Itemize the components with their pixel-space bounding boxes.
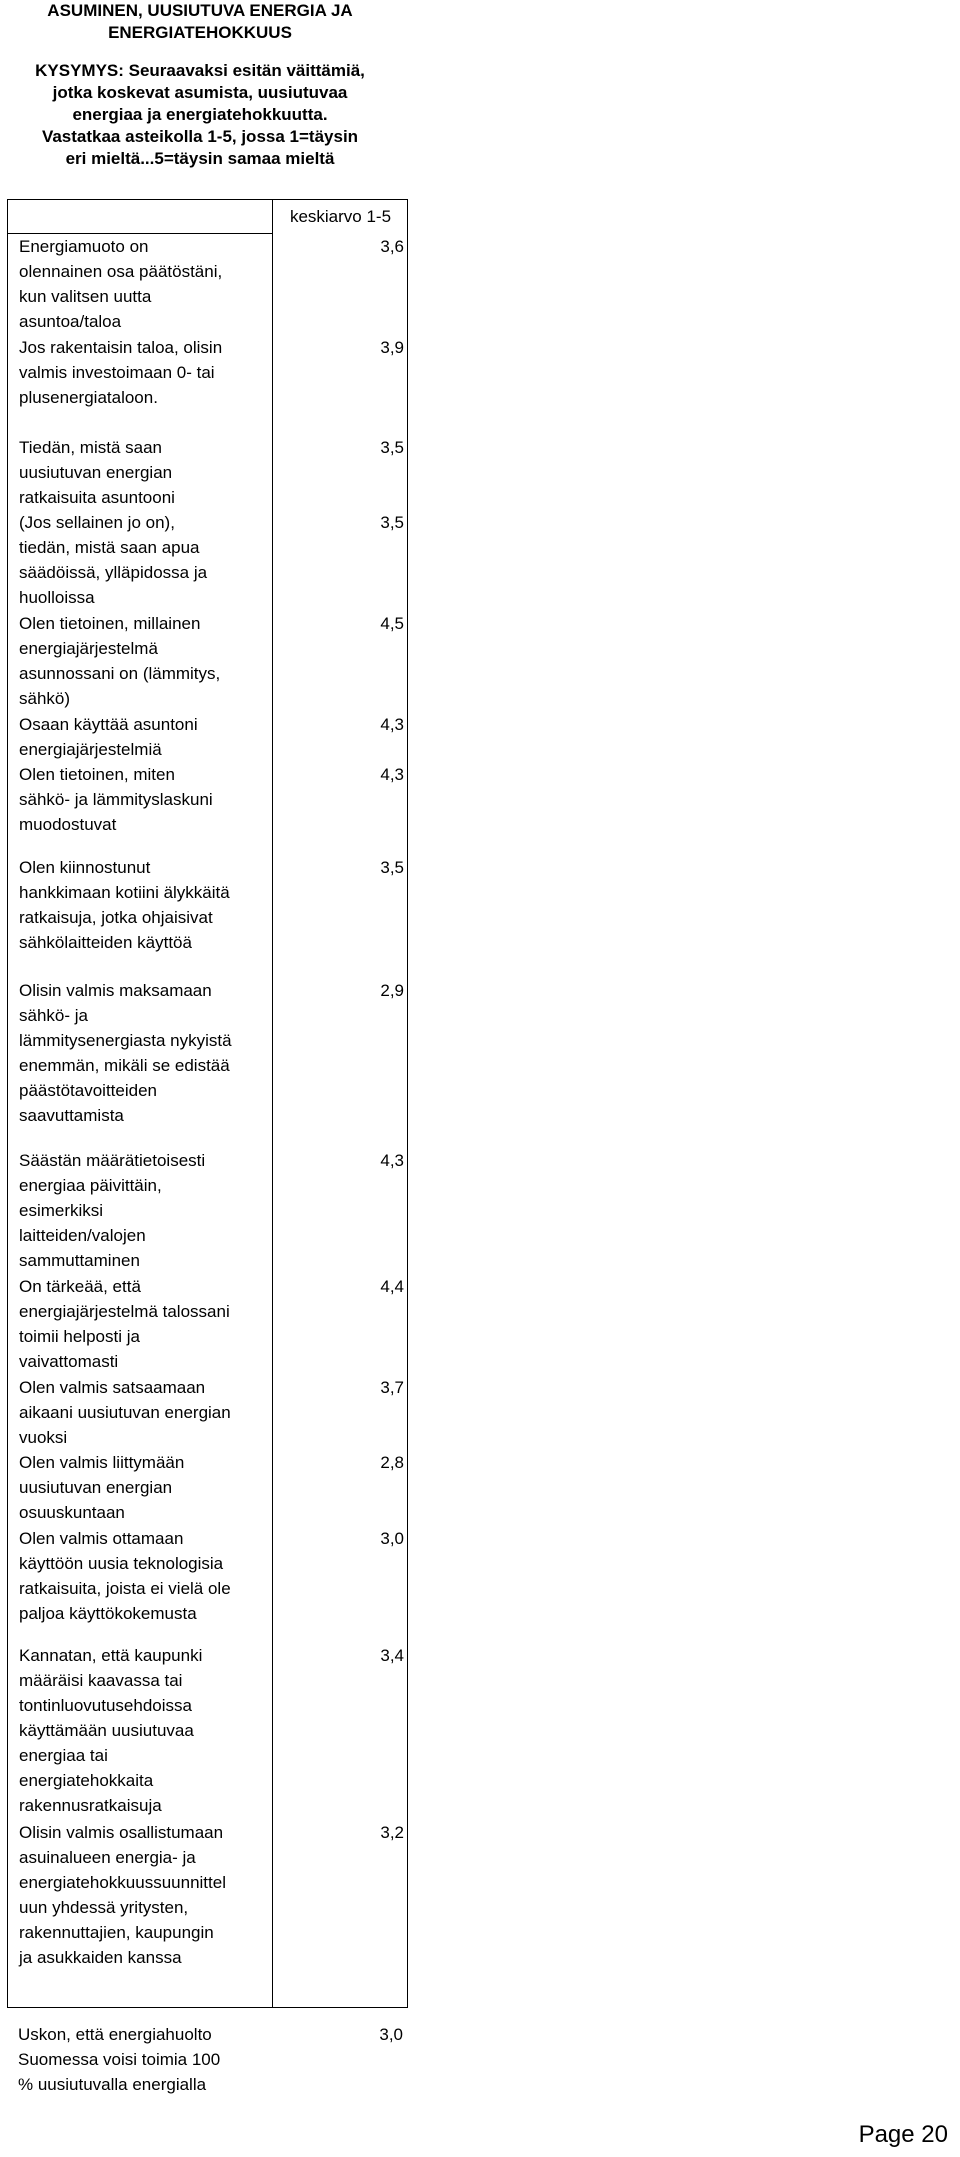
- average-value: 4,3: [380, 715, 404, 734]
- page-number: Page 20: [858, 2121, 948, 2148]
- survey-table: [7, 199, 408, 2008]
- statement-label: (Jos sellainen jo on), tiedän, mistä saan apua säädöissä, ylläpidossa ja huolloissa: [19, 513, 208, 607]
- average-value: 4,3: [380, 765, 404, 784]
- statement-label: Olen tietoinen, miten sähkö- ja lämmityslaskuni muodostuvat: [19, 765, 213, 834]
- statement-label: Olisin valmis maksamaan sähkö- ja lämmitysenergiasta nykyistä enemmän, mikäli se edistää päästötavoitteiden saavuttamista: [19, 981, 232, 1125]
- average-value: 2,9: [380, 981, 404, 1000]
- average-value: 3,5: [380, 438, 404, 457]
- column-header-average: keskiarvo 1-5: [289, 206, 392, 226]
- average-value: 3,0: [380, 1529, 404, 1548]
- average-value: 4,5: [380, 614, 404, 633]
- average-value: 3,4: [380, 1646, 404, 1665]
- average-value: 3,2: [380, 1823, 404, 1842]
- average-value: 3,7: [380, 1378, 404, 1397]
- average-value: 3,5: [380, 858, 404, 877]
- statement-label: Olen kiinnostunut hankkimaan kotiini älykkäitä ratkaisuja, jotka ohjaisivat sähkölaitteiden käyttöä: [19, 858, 230, 952]
- statement-label: Olisin valmis osallistumaan asuinalueen energia- ja energiatehokkuussuunnittel uun yhdessä yritysten, rakennuttajien, kaupungin ja asukkaiden kanssa: [19, 1823, 226, 1967]
- statement-label: Osaan käyttää asuntoni energiajärjestelmiä: [19, 715, 198, 759]
- average-value: 3,9: [380, 338, 404, 357]
- statement-label: Olen tietoinen, millainen energiajärjestelmä asunnossani on (lämmitys, sähkö): [19, 614, 221, 708]
- statement-label: Kannatan, että kaupunki määräisi kaavassa tai tontinluovutusehdoissa käyttämään uusiutuvaa energiaa tai energiatehokkaita rakennusratkaisuja: [19, 1646, 203, 1815]
- statement-label: Jos rakentaisin taloa, olisin valmis investoimaan 0- tai plusenergiataloon.: [19, 338, 223, 407]
- average-value: 4,3: [380, 1151, 404, 1170]
- statement-label: Olen valmis ottamaan käyttöön uusia teknologisia ratkaisuita, joista ei vielä ole paljoa käyttökokemusta: [19, 1529, 231, 1623]
- statement-label: Olen valmis liittymään uusiutuvan energian osuuskuntaan: [19, 1453, 185, 1522]
- statement-label: Olen valmis satsaamaan aikaani uusiutuvan energian vuoksi: [19, 1378, 231, 1447]
- statement-label: Uskon, että energiahuolto Suomessa voisi toimia 100 % uusiutuvalla energialla: [18, 2025, 221, 2094]
- statement-label: Tiedän, mistä saan uusiutuvan energian ratkaisuita asuntooni: [19, 438, 175, 507]
- question-text: KYSYMYS: Seuraavaksi esitän väittämiä, jotka koskevat asumista, uusiutuvaa energiaa ja energiatehokkuutta. Vastatkaa asteikolla 1-5, jossa 1=täysin eri mieltä...5=täysin samaa mieltä: [35, 61, 365, 168]
- average-value: 2,8: [380, 1453, 404, 1472]
- statement-label: Säästän määrätietoisesti energiaa päivittäin, esimerkiksi laitteiden/valojen sammuttaminen: [19, 1151, 206, 1270]
- page-title: ASUMINEN, UUSIUTUVA ENERGIA JA ENERGIATEHOKKUUS: [47, 1, 353, 42]
- average-value: 3,5: [380, 513, 404, 532]
- statement-label: Energiamuoto on olennainen osa päätöstäni, kun valitsen uutta asuntoa/taloa: [19, 237, 223, 331]
- average-value: 4,4: [380, 1277, 404, 1296]
- average-value: 3,0: [379, 2025, 403, 2044]
- average-value: 3,6: [380, 237, 404, 256]
- statement-label: On tärkeää, että energiajärjestelmä talossani toimii helposti ja vaivattomasti: [19, 1277, 230, 1371]
